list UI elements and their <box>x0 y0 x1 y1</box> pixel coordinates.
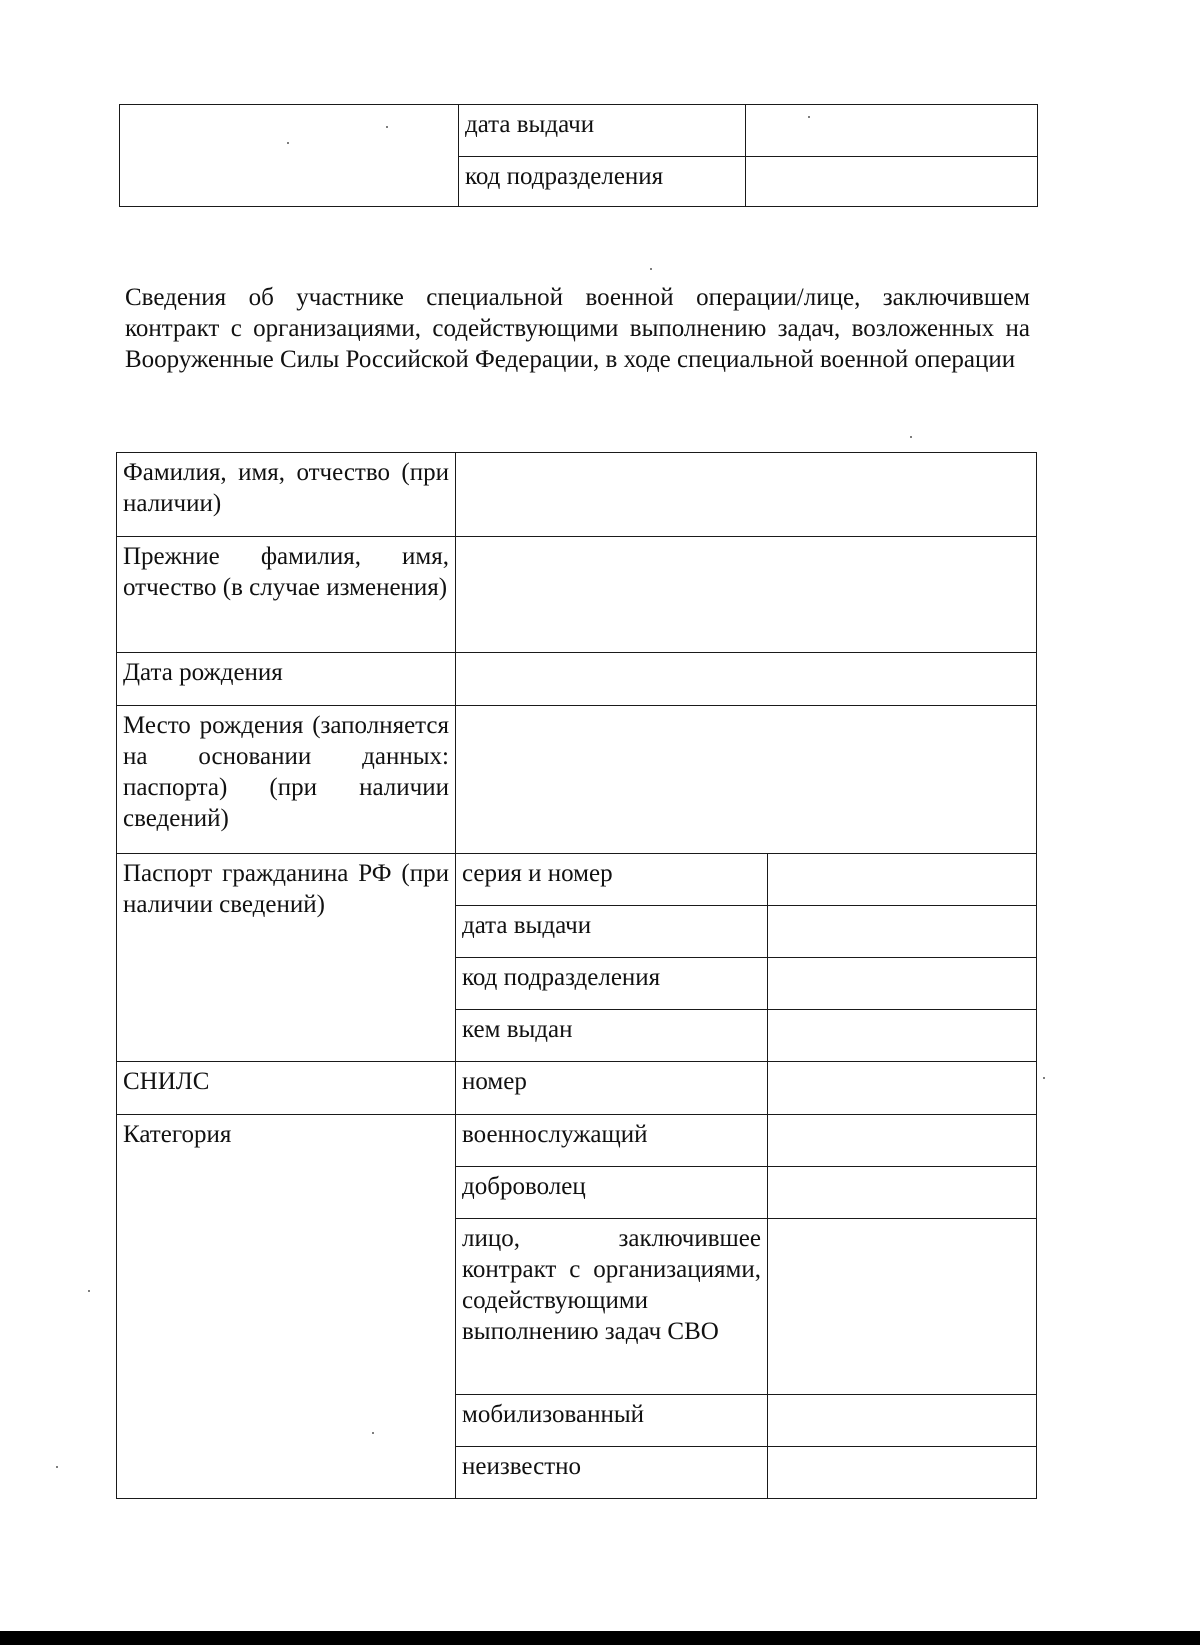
passport-series-value[interactable] <box>768 854 1037 906</box>
table-row <box>117 854 1037 906</box>
category-unknown-label: неизвестно <box>456 1447 768 1499</box>
table-row <box>117 653 1037 706</box>
issue-date-label: дата выдачи <box>459 105 746 157</box>
previous-name-label: Прежние фамилия, имя, отчество (в случае изменения) <box>117 537 456 653</box>
division-code-label: код подразделения <box>459 157 746 207</box>
passport-issue-date-label: дата выдачи <box>456 906 768 958</box>
table-row <box>117 537 1037 653</box>
scan-edge-bar <box>0 1631 1200 1645</box>
scan-speck <box>910 436 912 438</box>
section-heading-paragraph: Сведения об участнике специальной военной операции/лице, заключившем контракт с организациями, содействующими выполнению задач, возложенных на Вооруженные Силы Российской Федерации, в ходе специальной военной операции <box>125 284 1030 373</box>
issue-date-value[interactable] <box>746 105 1038 157</box>
birth-date-label: Дата рождения <box>117 653 456 706</box>
participant-info-table <box>116 452 1037 1499</box>
scan-speck <box>386 126 388 128</box>
category-serviceman-label: военнослужащий <box>456 1115 768 1167</box>
snils-number-label: номер <box>456 1062 768 1115</box>
birth-place-value[interactable] <box>456 706 1037 854</box>
category-contractor-value[interactable] <box>768 1219 1037 1395</box>
table-row <box>117 706 1037 854</box>
scan-speck <box>1043 1077 1045 1079</box>
passport-label: Паспорт гражданина РФ (при наличии сведений) <box>117 854 456 1062</box>
birth-place-label: Место рождения (заполняется на основании данных: паспорта) (при наличии сведений) <box>117 706 456 854</box>
category-contractor-label: лицо, заключившее контракт с организациями, содействующими выполнению задач СВО <box>456 1219 768 1395</box>
category-label: Категория <box>117 1115 456 1499</box>
scan-speck <box>88 1290 90 1292</box>
passport-issued-by-value[interactable] <box>768 1010 1037 1062</box>
division-code-value[interactable] <box>746 157 1038 207</box>
snils-number-value[interactable] <box>768 1062 1037 1115</box>
category-unknown-value[interactable] <box>768 1447 1037 1499</box>
table-row <box>117 1115 1037 1167</box>
passport-division-code-label: код подразделения <box>456 958 768 1010</box>
full-name-value[interactable] <box>456 453 1037 537</box>
passport-division-code-value[interactable] <box>768 958 1037 1010</box>
passport-continuation-table <box>119 104 1038 207</box>
empty-label-cell <box>120 105 459 207</box>
table-row <box>117 453 1037 537</box>
full-name-label: Фамилия, имя, отчество (при наличии) <box>117 453 456 537</box>
passport-issue-date-value[interactable] <box>768 906 1037 958</box>
scan-speck <box>56 1466 58 1468</box>
passport-series-label: серия и номер <box>456 854 768 906</box>
category-mobilized-label: мобилизованный <box>456 1395 768 1447</box>
scan-speck <box>287 142 289 144</box>
table-row <box>117 1062 1037 1115</box>
category-volunteer-label: доброволец <box>456 1167 768 1219</box>
snils-label: СНИЛС <box>117 1062 456 1115</box>
birth-date-value[interactable] <box>456 653 1037 706</box>
scan-speck <box>372 1432 374 1434</box>
category-volunteer-value[interactable] <box>768 1167 1037 1219</box>
scan-speck <box>650 268 652 270</box>
scan-speck <box>808 116 810 118</box>
category-serviceman-value[interactable] <box>768 1115 1037 1167</box>
previous-name-value[interactable] <box>456 537 1037 653</box>
passport-issued-by-label: кем выдан <box>456 1010 768 1062</box>
category-mobilized-value[interactable] <box>768 1395 1037 1447</box>
